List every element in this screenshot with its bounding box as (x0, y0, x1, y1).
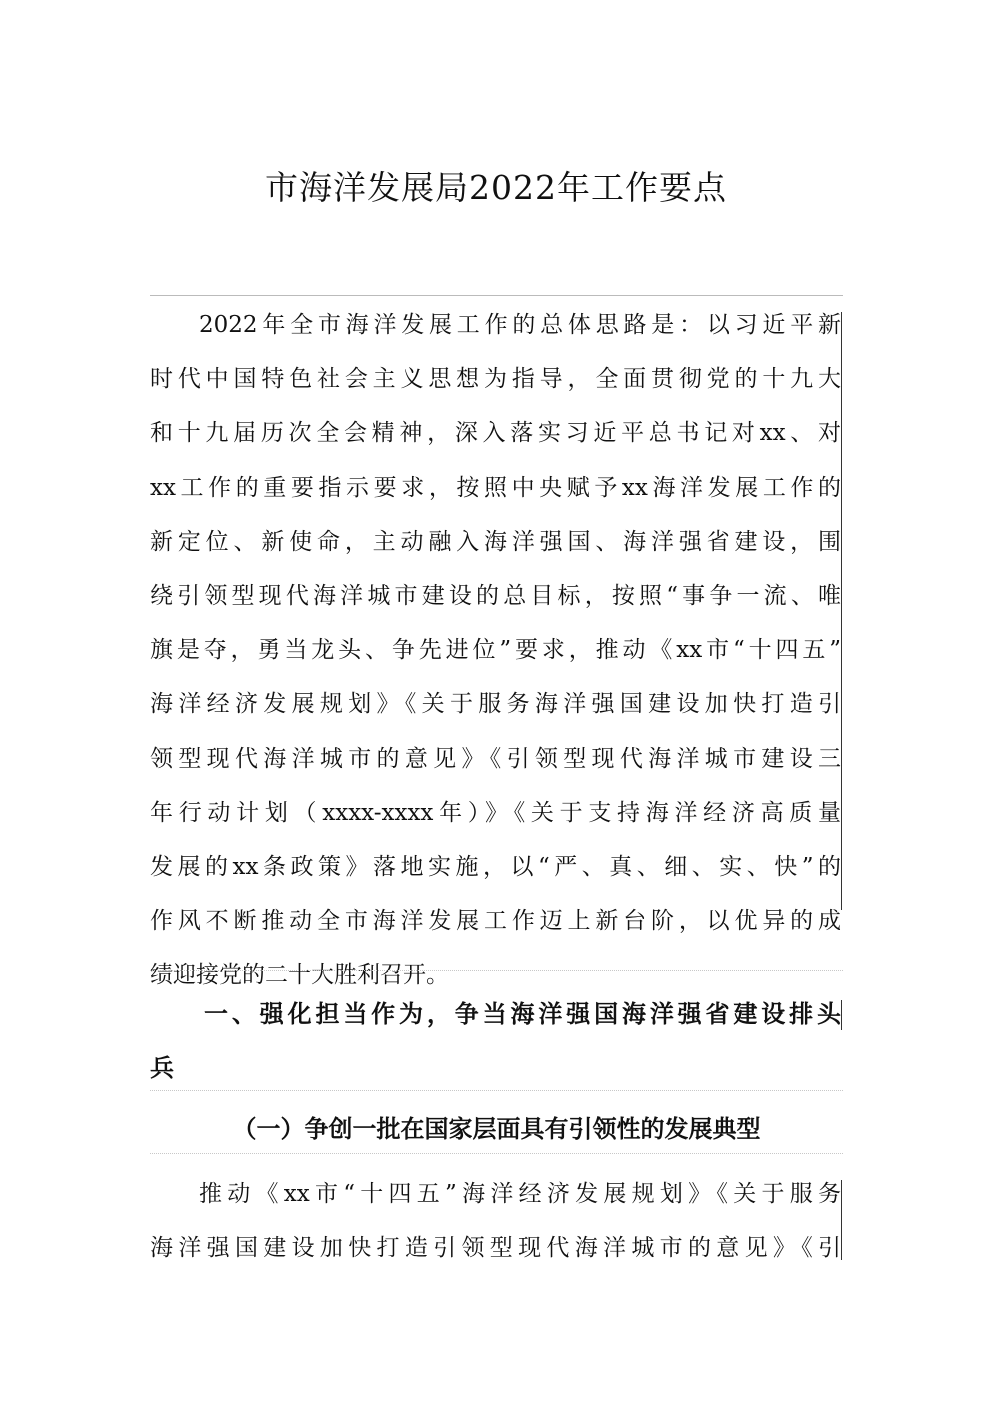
margin-bar (841, 312, 842, 910)
sub-line: 推动《xx市“十四五”海洋经济发展规划》《关于服务 (199, 1181, 841, 1207)
intro-line: 旗是夺，勇当龙头、争先进位”要求，推动《xx市“十四五” (150, 637, 841, 664)
paragraph-divider (150, 970, 843, 971)
intro-line: 和十九届历次全会精神，深入落实习近平总书记对xx、对 (150, 420, 841, 447)
sub-line: 海洋强国建设加快打造引领型现代海洋城市的意见》《引 (150, 1235, 841, 1262)
margin-bar (841, 1000, 842, 1030)
section-heading-line: 兵 (150, 1054, 174, 1082)
top-divider (150, 295, 843, 296)
intro-paragraph (150, 298, 841, 1002)
intro-line: 年行动计划（xxxx-xxxx年）》《关于支持海洋经济高质量 (150, 799, 841, 826)
subsection-paragraph (150, 1167, 841, 1275)
intro-line: 时代中国特色社会主义思想为指导，全面贯彻党的十九大 (150, 366, 841, 393)
paragraph-divider (150, 1153, 843, 1154)
intro-line: xx工作的重要指示要求，按照中央赋予xx海洋发展工作的 (150, 474, 841, 501)
document-title: 市海洋发展局2022年工作要点 (265, 168, 727, 207)
subsection-heading: （一）争创一批在国家层面具有引领性的发展典型 (232, 1115, 761, 1143)
margin-bar (841, 1180, 842, 1260)
paragraph-divider (150, 1090, 843, 1091)
intro-line: 绩迎接党的二十大胜利召开。 (150, 962, 449, 989)
intro-line: 发展的xx条政策》落地实施，以“严、真、细、实、快”的 (150, 853, 841, 880)
intro-line: 领型现代海洋城市的意见》《引领型现代海洋城市建设三 (150, 745, 841, 772)
section-heading (150, 987, 841, 1095)
section-heading-line: 一、强化担当作为，争当海洋强国海洋强省建设排头 (204, 1000, 841, 1028)
intro-line: 海洋经济发展规划》《关于服务海洋强国建设加快打造引 (150, 691, 841, 718)
intro-line: 新定位、新使命，主动融入海洋强国、海洋强省建设，围 (150, 528, 841, 555)
intro-line: 绕引领型现代海洋城市建设的总目标，按照“事争一流、唯 (150, 582, 841, 609)
intro-line: 作风不断推动全市海洋发展工作迈上新台阶，以优异的成 (150, 908, 841, 935)
intro-line: 2022年全市海洋发展工作的总体思路是：以习近平新 (199, 312, 841, 338)
